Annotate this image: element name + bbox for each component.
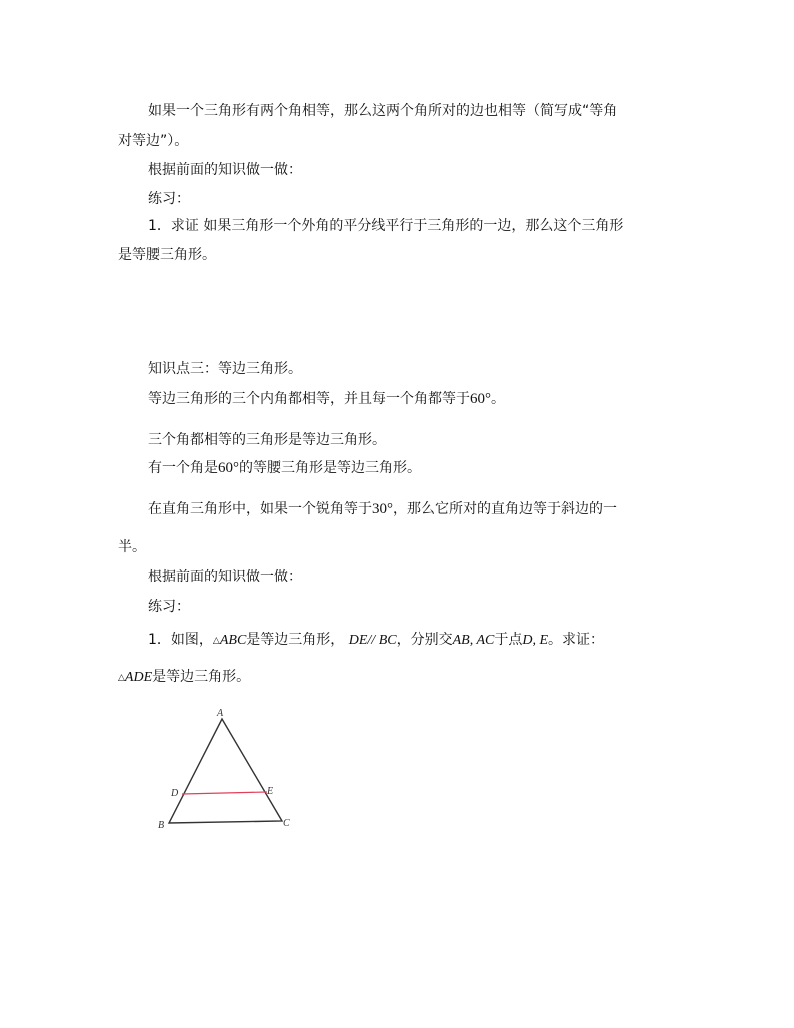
- statement-1-text: 等边三角形的三个内角都相等，并且每一个角都等于: [148, 391, 470, 407]
- triangle-figure: [150, 705, 300, 835]
- segment-de: [182, 792, 267, 794]
- angle-30-value: 30°: [372, 501, 393, 517]
- exercise-2-text-b: 是等边三角形，: [246, 632, 345, 648]
- exercise-1-line2: 是等腰三角形。: [118, 247, 216, 263]
- statement-30-degree-line2: 半。: [118, 539, 146, 555]
- statement-1-end: 。: [491, 391, 505, 407]
- exercise-2-text-d: 于点: [494, 632, 523, 648]
- statement-all-angles-equal: 三个角都相等的三角形是等边三角形。: [148, 432, 386, 448]
- exercise-2-line1: [148, 630, 604, 651]
- label-c: C: [283, 818, 290, 829]
- exercise-2-text-e: 。求证：: [548, 632, 605, 648]
- statement-4-end: ，那么它所对的直角边等于斜边的一: [393, 501, 617, 517]
- math-ade: ADE: [124, 670, 153, 685]
- section-heading-equilateral: 知识点三：等边三角形。: [148, 361, 302, 377]
- label-e: E: [267, 786, 274, 797]
- math-de-parallel-bc: DE// BC: [348, 633, 397, 648]
- para-isosceles-converse-line1: 如果一个三角形有两个角相等，那么这两个角所对的边也相等（简写成“等角: [148, 103, 618, 119]
- exercise-2-text-f: 是等边三角形。: [152, 669, 251, 685]
- exercise-label-2: 练习：: [148, 599, 190, 615]
- triangle-symbol-2: △: [118, 673, 125, 683]
- label-a: A: [217, 708, 224, 719]
- exercise-2-line2: [118, 667, 250, 688]
- statement-interior-angles: [148, 389, 505, 409]
- statement-3-end: 的等腰三角形是等边三角形。: [239, 460, 421, 476]
- exercise-label-1: 练习：: [148, 191, 190, 207]
- label-b: B: [158, 820, 165, 831]
- math-ab-ac: AB, AC: [452, 633, 495, 648]
- label-d: D: [171, 788, 179, 799]
- para-isosceles-converse-line2: 对等边”）。: [118, 133, 189, 149]
- statement-3-text: 有一个角是: [148, 460, 218, 476]
- prompt-do-it-2: 根据前面的知识做一做：: [148, 569, 302, 585]
- angle-60-value-2: 60°: [218, 460, 239, 476]
- triangle-abc: [169, 719, 282, 823]
- math-abc: ABC: [219, 633, 247, 648]
- exercise-2-intro: 1．如图，: [148, 632, 213, 648]
- statement-isosceles-60: [148, 458, 421, 478]
- statement-4-text: 在直角三角形中，如果一个锐角等于: [148, 501, 372, 517]
- angle-60-value: 60°: [470, 391, 491, 407]
- exercise-2-text-c: ，分别交: [396, 632, 453, 648]
- statement-30-degree-line1: [148, 499, 617, 519]
- exercise-1-line1: 1．求证 如果三角形一个外角的平分线平行于三角形的一边，那么这个三角形: [148, 218, 624, 234]
- triangle-symbol: △: [212, 636, 220, 646]
- prompt-do-it-1: 根据前面的知识做一做：: [148, 162, 302, 178]
- math-d-e: D, E: [522, 633, 549, 648]
